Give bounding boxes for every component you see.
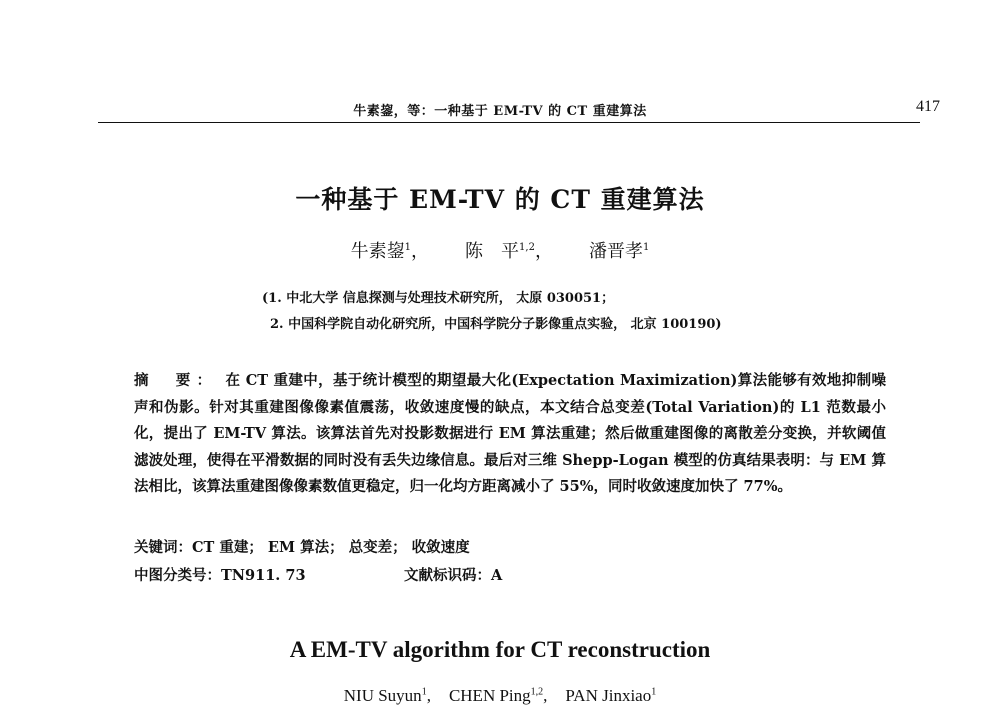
keywords bbox=[134, 536, 470, 557]
running-head: 牛素鋆，等：一种基于 EM-TV 的 CT 重建算法 bbox=[353, 104, 647, 119]
english-author-affiliation-mark: 1,2 bbox=[530, 686, 544, 698]
affiliation-1: (1. 中北大学 信息探测与处理技术研究所， 太原 030051； bbox=[262, 291, 615, 306]
abstract-text: 在 CT 重建中，基于统计模型的期望最大化(Expectation Maximization)算法能够有效地抑制噪声和伪影。针对其重建图像像素值震荡，收敛速度慢的缺点，本文结合总变差(Total Variation)的 L1 范数最小化，提出了 EM-TV 算法。该算法首先对投影数据进行 EM 算法重建；然后做重建图像的离散差分变换，并软阈值滤波处理，使得在平滑数据的同时没有丢失边缘信息。最后对三维 Shepp-Logan 模型的仿真结果表明：与 EM 算法相比，该算法重建图像像素数值更稳定，归一化均方距离减小了 55%，同时收敛速度加快了 77%。 bbox=[134, 372, 886, 495]
document-code bbox=[404, 564, 502, 585]
english-author-list: NIU Suyun$^1$, CHEN Ping$^{1,2}$, PAN Jinxiao$^1$ bbox=[343, 686, 657, 705]
paper-title: 一种基于 EM-TV 的 CT 重建算法 bbox=[295, 185, 705, 214]
classification-value: TN911. 73 bbox=[221, 567, 306, 584]
author-name: 牛素鋆 bbox=[350, 241, 405, 262]
author-name: 潘晋孝 bbox=[588, 241, 643, 262]
author-affiliation-mark: 1 bbox=[642, 242, 650, 253]
english-author-name: PAN Jinxiao bbox=[565, 686, 652, 705]
keywords-label: 关键词： bbox=[134, 539, 192, 556]
author-affiliation-mark: 1 bbox=[404, 242, 412, 253]
english-author-name: CHEN Ping bbox=[448, 686, 531, 705]
header-rule bbox=[98, 122, 920, 123]
abstract bbox=[134, 368, 886, 501]
english-author-affiliation-mark: 1 bbox=[421, 686, 427, 698]
abstract-label: 摘 要： bbox=[134, 372, 218, 389]
author-list: 牛素鋆$^1$， 陈 平$^{1,2}$， 潘晋孝$^1$ bbox=[350, 241, 650, 262]
affiliation-2: 2. 中国科学院自动化研究所，中国科学院分子影像重点实验， 北京 100190) bbox=[270, 317, 722, 332]
english-author-name: NIU Suyun bbox=[343, 686, 422, 705]
author-name: 陈 平 bbox=[465, 241, 520, 262]
document-code-value: A bbox=[491, 567, 503, 584]
classification-label: 中图分类号： bbox=[134, 567, 221, 584]
english-author-affiliation-mark: 1 bbox=[651, 686, 657, 698]
page-number: 417 bbox=[916, 98, 940, 115]
keywords-text: CT 重建； EM 算法； 总变差； 收敛速度 bbox=[192, 539, 470, 556]
classification-number bbox=[134, 564, 306, 585]
document-code-label: 文献标识码： bbox=[404, 567, 491, 584]
english-title: A EM-TV algorithm for CT reconstruction bbox=[289, 637, 711, 662]
author-affiliation-mark: 1,2 bbox=[519, 242, 535, 253]
